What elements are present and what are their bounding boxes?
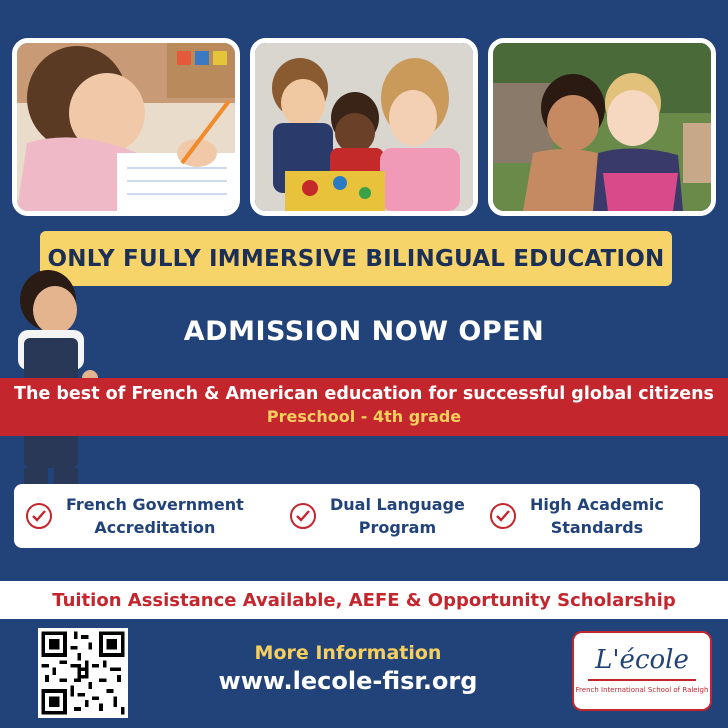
check-circle-icon — [290, 503, 316, 529]
website-link[interactable]: www.lecole-fisr.org — [218, 667, 478, 695]
tagline-band — [0, 378, 728, 436]
photo-girl-writing — [12, 38, 240, 216]
logo-wordmark: L'école — [595, 645, 689, 675]
tagline-text: The best of French & American education for successful global citizens — [14, 384, 714, 404]
feature-label: High Academic Standards — [530, 494, 664, 537]
features-panel — [14, 484, 700, 548]
feature-academic-standards — [490, 484, 664, 548]
logo-divider — [588, 679, 696, 681]
admission-heading: ADMISSION NOW OPEN — [183, 316, 545, 347]
feature-accreditation — [26, 484, 244, 548]
qr-code-icon[interactable] — [38, 628, 128, 718]
photo-children-reading — [250, 38, 478, 216]
feature-label: Dual Language Program — [330, 494, 465, 537]
immersive-banner — [40, 231, 672, 286]
school-logo — [572, 631, 712, 711]
feature-label: French Government Accreditation — [66, 494, 244, 537]
tuition-banner — [0, 581, 728, 619]
more-info-label: More Information — [254, 642, 442, 664]
photo-two-toddlers — [488, 38, 716, 216]
tuition-text: Tuition Assistance Available, AEFE & Opportunity Scholarship — [52, 589, 676, 611]
check-circle-icon — [490, 503, 516, 529]
logo-subtitle: French International School of Raleigh — [575, 686, 709, 694]
check-circle-icon — [26, 503, 52, 529]
feature-dual-language — [290, 484, 465, 548]
immersive-banner-text: ONLY FULLY IMMERSIVE BILINGUAL EDUCATION — [47, 245, 665, 272]
grade-range-text: Preschool - 4th grade — [266, 407, 462, 426]
